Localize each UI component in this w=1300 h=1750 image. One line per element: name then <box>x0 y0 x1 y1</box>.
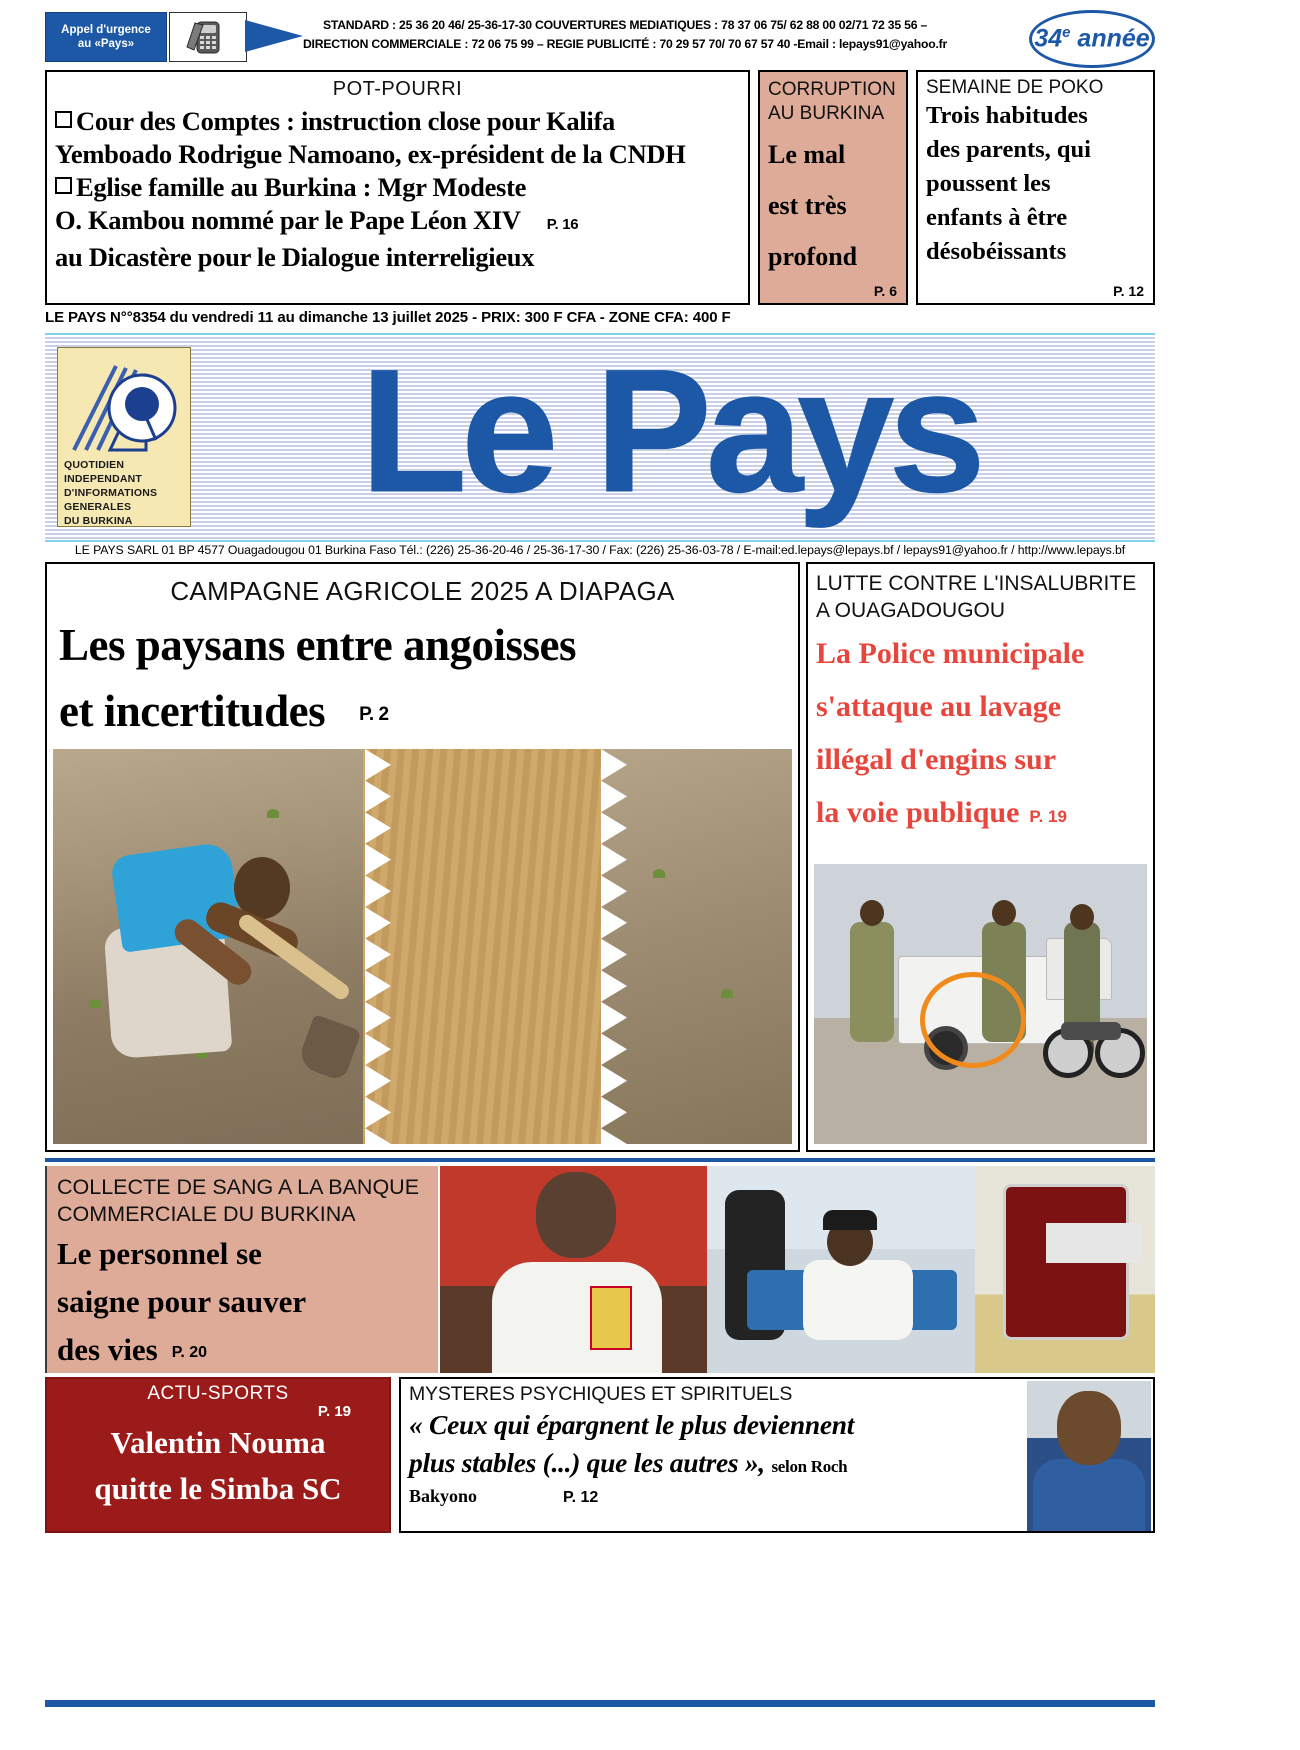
lead-article[interactable] <box>45 562 800 1152</box>
blood-kicker-line1: COLLECTE DE SANG A LA BANQUE <box>57 1175 420 1199</box>
corruption-headline-line3: profond <box>768 242 858 271</box>
mysteres-page-ref: P. 12 <box>563 1489 599 1506</box>
blood-photo-strip <box>440 1166 1155 1373</box>
insalubrite-article[interactable] <box>806 562 1155 1152</box>
sprout-decoration <box>721 989 733 998</box>
insalubrite-headline-line4 <box>816 789 1145 840</box>
top-contact-bar <box>45 12 1155 64</box>
blood-kicker-line2: COMMERCIALE DU BURKINA <box>57 1202 356 1226</box>
poko-headline-line1: Trois habitudes <box>926 102 1088 129</box>
blood-page-ref: P. 20 <box>171 1344 208 1361</box>
square-bullet-icon <box>55 177 72 194</box>
year-badge <box>1029 10 1155 68</box>
lead-photo-middle-field <box>363 749 618 1144</box>
blood-bag-label <box>1046 1223 1142 1263</box>
pot-pourri-item-1 <box>55 105 740 138</box>
officer-head <box>992 900 1016 926</box>
pot-pourri-item-1-cont: Yemboado Rodrigue Namoano, ex-président de la CNDH <box>55 139 686 169</box>
farmer-hoe-blade <box>296 1014 361 1082</box>
teaser-row <box>45 70 1155 305</box>
farmer-hoe-handle <box>236 912 352 1003</box>
blood-headline-line1: Le personnel se <box>57 1236 262 1271</box>
motorcycle <box>1043 1012 1139 1070</box>
blood-headline-line3-text: des vies <box>57 1332 158 1367</box>
blood-text-block <box>45 1166 438 1373</box>
logo-tagline-line5: DU BURKINA <box>64 515 133 527</box>
sprout-decoration <box>267 809 279 818</box>
lead-headline-line2 <box>47 673 798 743</box>
masthead <box>45 333 1155 542</box>
square-bullet-icon <box>55 111 72 128</box>
sports-page-ref: P. 19 <box>317 1403 351 1420</box>
lead-page-ref: P. 2 <box>359 704 389 725</box>
issue-info-line: LE PAYS N°°8354 du vendredi 11 au dimanche 13 juillet 2025 - PRIX: 300 F CFA - ZONE CFA: 400 F <box>45 309 731 326</box>
poko-headline-line4: enfants à être <box>926 204 1068 231</box>
pot-pourri-page-ref: P. 16 <box>546 216 579 233</box>
pot-pourri-item-2-cont <box>55 204 740 241</box>
logo-tagline-line2: INDEPENDANT <box>64 473 143 485</box>
lead-photo-right-field <box>601 749 792 1144</box>
teaser-semaine-de-poko[interactable] <box>916 70 1155 305</box>
insalubrite-page-ref: P. 19 <box>1029 807 1067 826</box>
insalubrite-photo <box>814 864 1147 1144</box>
emergency-label-line1: Appel d'urgence <box>61 24 151 36</box>
corruption-headline-line2: est très <box>768 191 847 220</box>
insalubrite-headline-line1: La Police municipale <box>816 637 1085 670</box>
teaser-pot-pourri[interactable] <box>45 70 750 305</box>
footer-rule <box>45 1700 1155 1707</box>
emergency-label-line2: au «Pays» <box>77 38 135 50</box>
orange-cable <box>920 972 1026 1068</box>
insalubrite-headline-line2: s'attaque au lavage <box>816 690 1062 723</box>
corruption-kicker-line2: AU BURKINA <box>768 103 885 124</box>
logo-tagline <box>64 458 184 528</box>
insalubrite-kicker-line2: A OUAGADOUGOU <box>816 599 1006 622</box>
lead-kicker: CAMPAGNE AGRICOLE 2025 A DIAPAGA <box>170 576 675 606</box>
blood-headline-line2: saigne pour sauver <box>57 1284 307 1319</box>
logo-tagline-line3: D'INFORMATIONS <box>64 487 158 499</box>
mysteres-portrait <box>1027 1381 1151 1531</box>
insalubrite-headline-line3: illégal d'engins sur <box>816 743 1057 776</box>
blood-headline-line3 <box>57 1328 428 1375</box>
corruption-headline-line1: Le mal <box>768 140 846 169</box>
lead-headline-line2-text: et incertitudes <box>59 686 326 736</box>
poko-headline-line2: des parents, qui <box>926 136 1091 163</box>
blood-photo-bag <box>975 1166 1155 1373</box>
pot-pourri-item-2-cont2: au Dicastère pour le Dialogue interreligieux <box>55 242 535 272</box>
logo-tagline-line1: QUOTIDIEN <box>64 459 125 471</box>
telephone-icon-svg <box>179 17 237 57</box>
portrait-body <box>1033 1459 1145 1531</box>
donor-cap <box>823 1210 877 1230</box>
mysteres-teaser[interactable] <box>399 1377 1155 1533</box>
masthead-footer-info: LE PAYS SARL 01 BP 4577 Ouagadougou 01 Burkina Faso Tél.: (226) 25-36-20-46 / 25-36-17-30 / Fax: (226) 25-36-03-78 / E-mail:ed.lepays@lepays.bf / lepays91@yahoo.fr / http://www.lepays.bf <box>74 543 1126 557</box>
sports-kicker: ACTU-SPORTS <box>147 1383 289 1404</box>
actu-sports-teaser[interactable] <box>45 1377 391 1533</box>
contact-line-1: STANDARD : 25 36 20 46/ 25-36-17-30 COUVERTURES MEDIATIQUES : 78 37 06 75/ 62 88 00 02/71 72 35 56 – <box>322 18 928 32</box>
pot-pourri-kicker: POT-POURRI <box>332 78 463 100</box>
insalubrite-headline-line4-text: la voie publique <box>816 796 1020 829</box>
sports-headline-line2: quitte le Simba SC <box>94 1471 342 1506</box>
sprout-decoration <box>89 999 101 1008</box>
mysteres-kicker: MYSTERES PSYCHIQUES ET SPIRITUELS <box>409 1383 793 1405</box>
blood-photo-interview <box>440 1166 707 1373</box>
microphone-icon <box>590 1286 632 1350</box>
page-title: Le Pays <box>360 343 980 529</box>
telephone-icon <box>169 12 247 62</box>
donor-shirt <box>803 1260 913 1340</box>
farmer-figure <box>108 829 358 1129</box>
contact-info <box>275 16 975 54</box>
poko-headline-line5: désobéissants <box>926 238 1067 265</box>
pot-pourri-item-2-line2: O. Kambou nommé par le Pape Léon XIV <box>55 205 521 235</box>
logo-box <box>57 347 191 527</box>
insalubrite-kicker-line1: LUTTE CONTRE L'INSALUBRITE <box>816 572 1137 595</box>
corruption-page-ref: P. 6 <box>873 283 897 299</box>
logo-emblem-svg <box>64 354 186 460</box>
mysteres-source: Bakyono <box>409 1486 478 1506</box>
bottom-row <box>45 1377 1155 1537</box>
corruption-kicker-line1: CORRUPTION <box>768 79 896 100</box>
mysteres-headline-line1: « Ceux qui épargnent le plus deviennent <box>409 1409 855 1440</box>
motorcycle-body <box>1061 1022 1121 1040</box>
lead-headline-line1: Les paysans entre angoisses <box>59 620 576 670</box>
sports-headline-line1: Valentin Nouma <box>110 1425 326 1460</box>
blood-collection-article[interactable] <box>45 1158 1155 1373</box>
interviewee-head <box>536 1172 616 1258</box>
pot-pourri-item-2-text: Eglise famille au Burkina : Mgr Modeste <box>76 172 527 202</box>
poko-page-ref: P. 12 <box>1113 283 1144 299</box>
pot-pourri-item-2 <box>55 171 740 204</box>
officer-head <box>860 900 884 926</box>
pot-pourri-item-1-text: Cour des Comptes : instruction close pour Kalifa <box>76 106 615 136</box>
logo-tagline-line4: GENERALES <box>64 501 132 513</box>
le-pays-logo-icon <box>64 354 184 458</box>
teaser-corruption[interactable] <box>758 70 908 305</box>
officer-figure <box>850 922 894 1042</box>
masthead-title-wrap <box>195 343 1145 533</box>
blood-photo-donors <box>707 1166 975 1373</box>
emergency-call-box <box>45 12 167 62</box>
poko-headline-line3: poussent les <box>926 170 1051 197</box>
interviewee-shirt <box>492 1262 662 1373</box>
portrait-head <box>1057 1391 1121 1465</box>
mysteres-headline-line2-text: plus stables (...) que les autres », <box>409 1447 765 1478</box>
sprout-decoration <box>653 869 665 878</box>
officer-head <box>1070 904 1094 930</box>
lead-photo <box>53 749 792 1144</box>
mysteres-attribution: selon Roch <box>771 1457 848 1476</box>
poko-kicker: SEMAINE DE POKO <box>926 77 1104 98</box>
contact-line-2: DIRECTION COMMERCIALE : 72 06 75 99 – REGIE PUBLICITÉ : 70 29 57 70/ 70 67 57 40 -Email : lepays91@yahoo.fr <box>302 37 948 51</box>
year-badge-text: 34e année <box>1034 24 1150 53</box>
blood-bag <box>1003 1184 1129 1340</box>
